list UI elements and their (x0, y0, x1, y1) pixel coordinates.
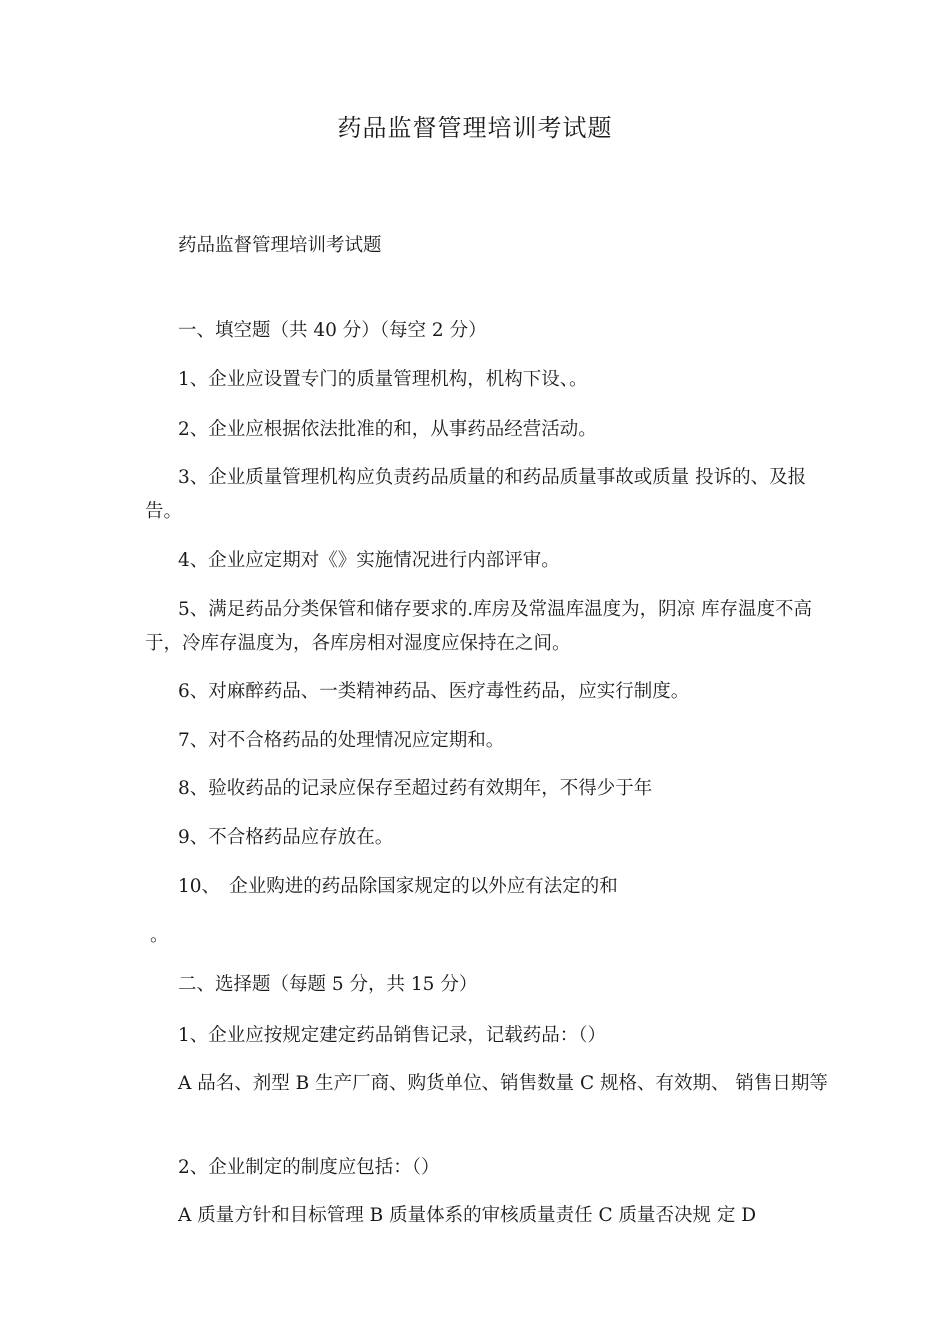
section-fill-in-heading: 一、填空题（共 40 分）（每空 2 分） (178, 320, 487, 341)
question-5: 5、满足药品分类保管和储存要求的.库房及常温库温度为，阴凉 库存温度不高于，冷库存温度为，各库房相对湿度应保持在之间。 (145, 599, 813, 654)
choice-question-2: 2、企业制定的制度应包括：（） (178, 1157, 440, 1178)
question-4: 4、企业应定期对《》实施情况进行内部评审。 (178, 550, 560, 571)
question-10-end: 。 (150, 925, 169, 946)
document-subtitle: 药品监督管理培训考试题 (178, 235, 382, 256)
question-8: 8、验收药品的记录应保存至超过药有效期年，不得少于年 (178, 778, 653, 799)
choice-question-2-options: A 质量方针和目标管理 B 质量体系的审核质量责任 C 质量否决规 定 D (178, 1205, 757, 1226)
question-6: 6、对麻醉药品、一类精神药品、医疗毒性药品，应实行制度。 (178, 681, 690, 702)
document-title: 药品监督管理培训考试题 (337, 114, 613, 142)
question-1: 1、企业应设置专门的质量管理机构，机构下设、。 (178, 369, 588, 390)
question-3: 3、企业质量管理机构应负责药品质量的和药品质量事故或质量 投诉的、及报告。 (145, 467, 807, 522)
section-choice-heading: 二、选择题（每题 5 分，共 15 分） (178, 974, 478, 995)
question-2: 2、企业应根据依法批准的和，从事药品经营活动。 (178, 419, 597, 440)
question-9: 9、不合格药品应存放在。 (178, 827, 394, 848)
choice-question-1: 1、企业应按规定建定药品销售记录，记载药品：（） (178, 1025, 607, 1046)
question-10: 10、 企业购进的药品除国家规定的以外应有法定的和 (178, 876, 618, 897)
choice-question-1-options: A 品名、剂型 B 生产厂商、购货单位、销售数量 C 规格、有效期、 销售日期等 (178, 1073, 828, 1094)
question-7: 7、对不合格药品的处理情况应定期和。 (178, 730, 505, 751)
